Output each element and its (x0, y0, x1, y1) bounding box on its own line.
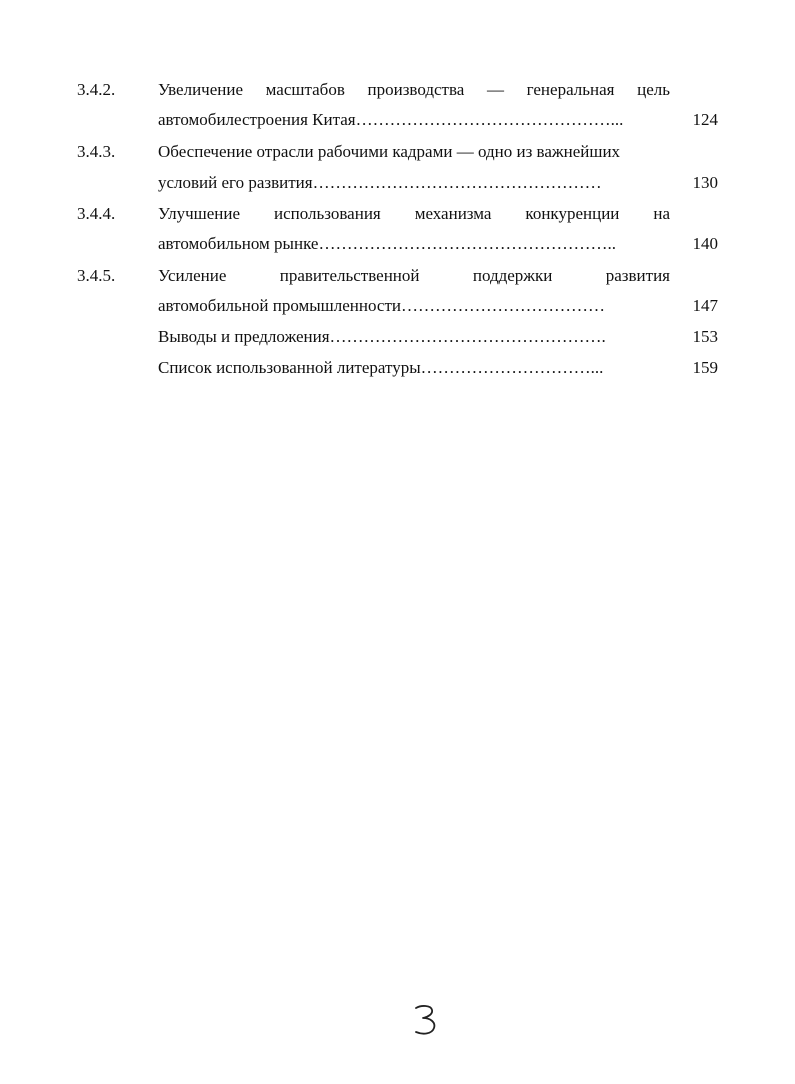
toc-entry-page: 153 (692, 327, 718, 346)
toc-entry-page: 147 (692, 296, 718, 315)
toc-entry-3-4-2-line1 (0, 78, 795, 102)
toc-entry-3-4-5-line2 (0, 294, 795, 318)
toc-entry-page: 159 (692, 358, 718, 377)
toc-entry-title-continuation: автомобильной промышленности……………………………… (158, 296, 605, 315)
toc-entry-3-4-3-line2 (0, 171, 795, 195)
toc-entry-title: Обеспечение отрасли рабочими кадрами — одно из важнейших (158, 142, 621, 161)
toc-entry-title: Усиление правительственной поддержки развития (158, 266, 670, 285)
toc-entry-number: 3.4.5. (77, 266, 116, 285)
toc-entry-title-continuation: автомобильном рынке…………………………………………….. (158, 234, 616, 253)
handwritten-page-number (411, 1003, 441, 1037)
toc-entry-title: Улучшение использования механизма конкуренции на (158, 204, 670, 223)
toc-entry-3-4-5-line1 (0, 264, 795, 288)
toc-entry-bibliography (0, 356, 795, 380)
toc-entry-3-4-4-line1 (0, 202, 795, 226)
toc-entry-title: Выводы и предложения…………………………………………. (158, 327, 606, 346)
toc-entry-page: 140 (692, 234, 718, 253)
toc-entry-title-continuation: условий его развития…………………………………………… (158, 173, 602, 192)
toc-entry-page: 130 (692, 173, 718, 192)
handwritten-three-mark (411, 1003, 441, 1037)
toc-entry-3-4-2-line2 (0, 108, 795, 132)
toc-entry-3-4-4-line2 (0, 232, 795, 256)
toc-entry-conclusions (0, 325, 795, 349)
toc-entry-title: Увеличение масштабов производства — генеральная цель (158, 80, 670, 99)
toc-entry-number: 3.4.2. (77, 80, 116, 99)
toc-entry-number: 3.4.3. (77, 142, 116, 161)
toc-entry-title-continuation: автомобилестроения Китая………………………………………... (158, 110, 624, 129)
toc-entry-3-4-3-line1 (0, 140, 795, 164)
toc-entry-title: Список использованной литературы…………………………... (158, 358, 604, 377)
toc-entry-page: 124 (692, 110, 718, 129)
toc-entry-number: 3.4.4. (77, 204, 116, 223)
